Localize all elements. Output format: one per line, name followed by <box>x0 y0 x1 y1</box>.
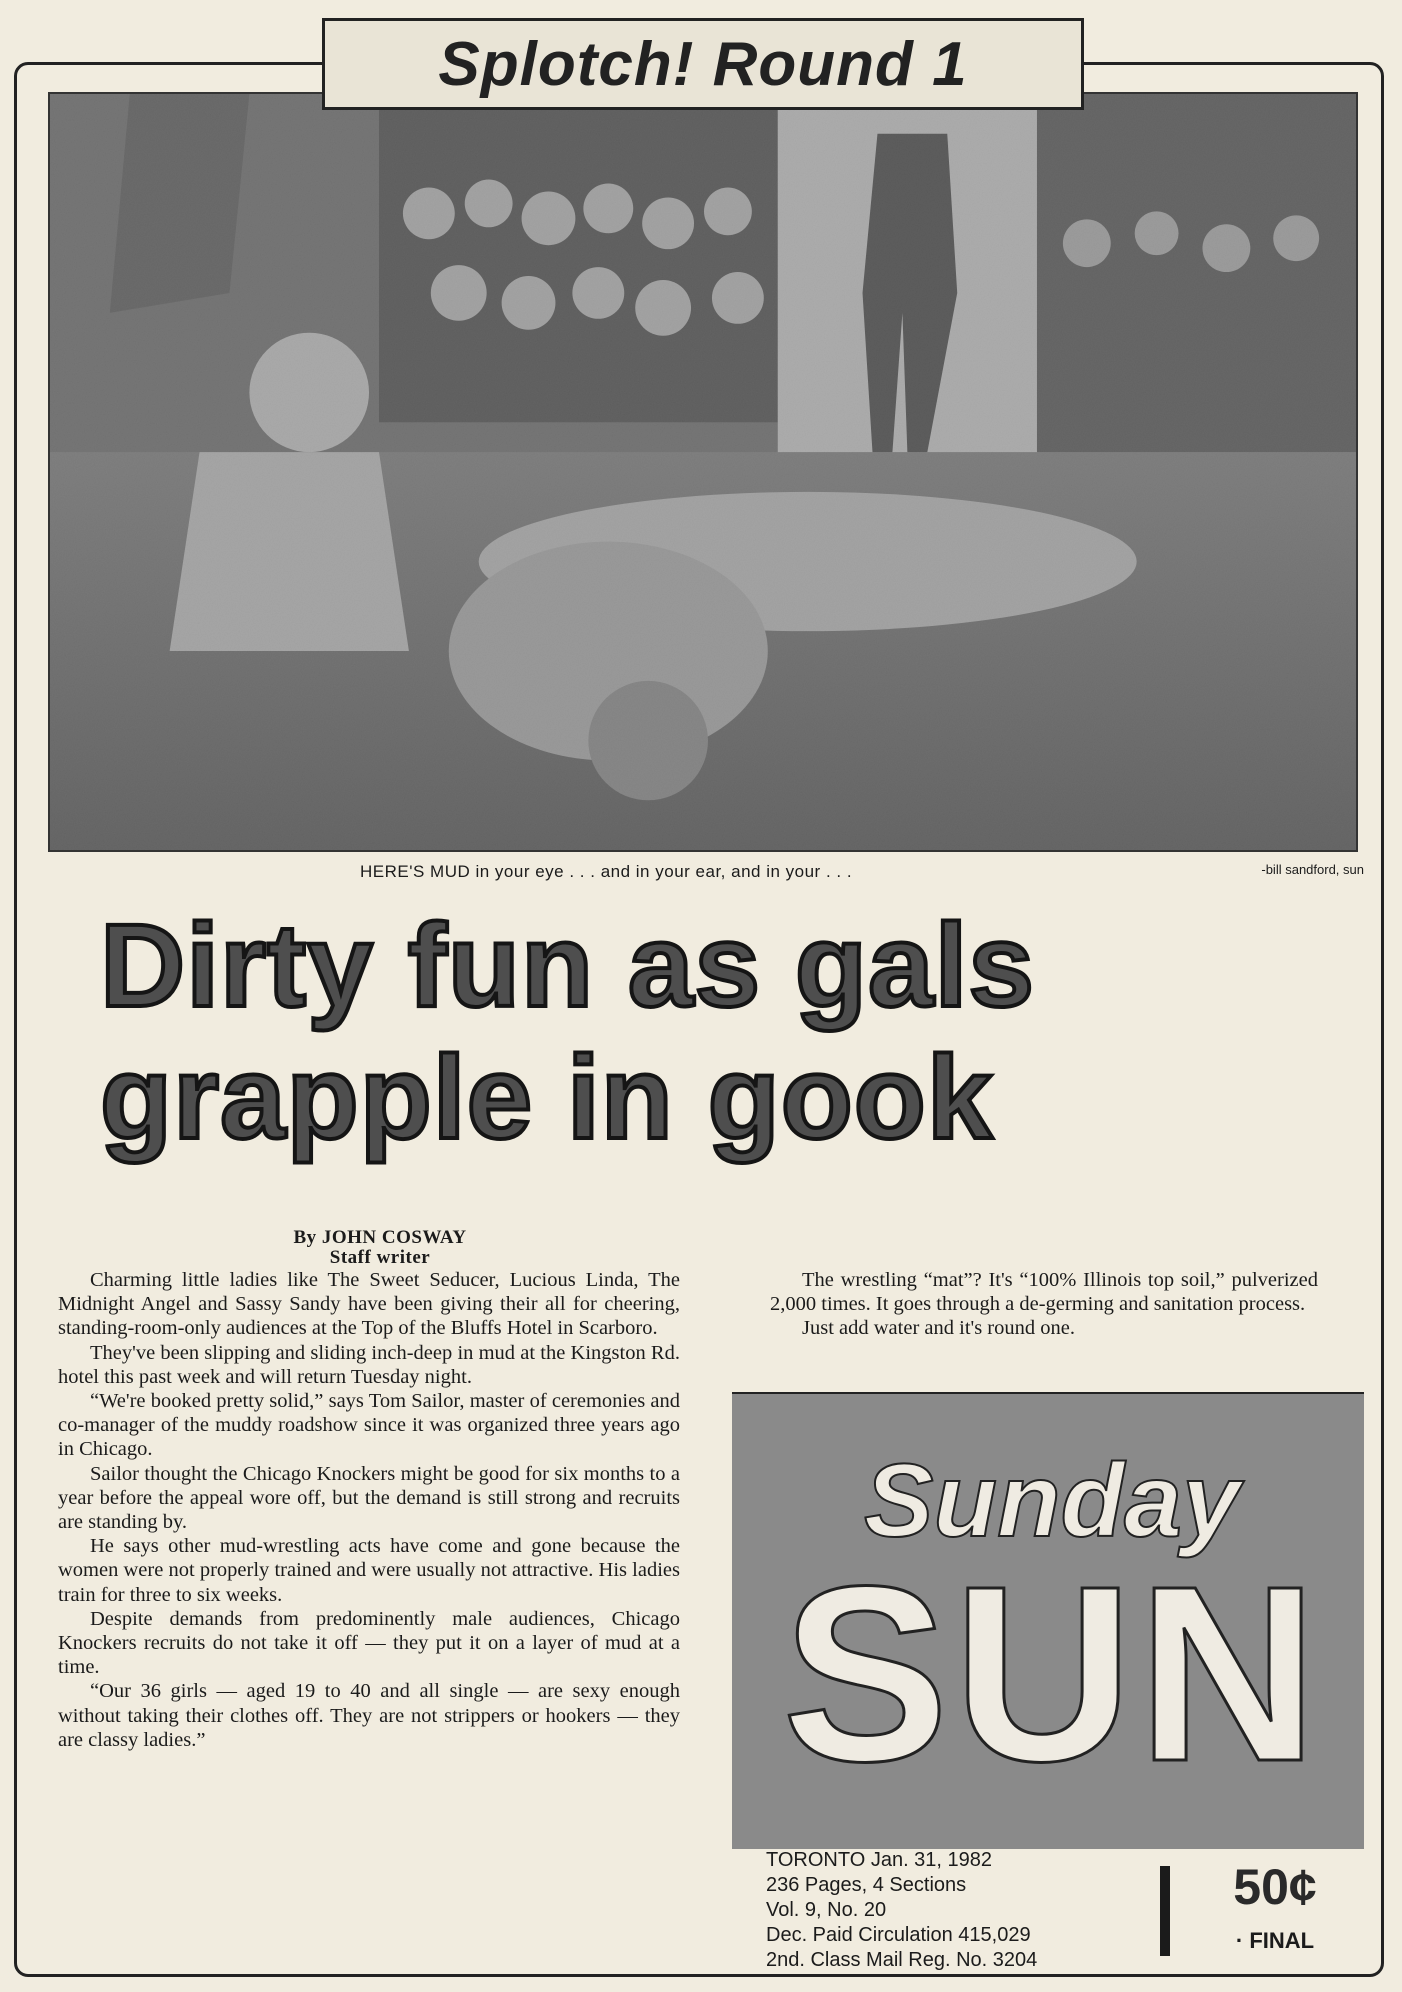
pub-dateline: TORONTO Jan. 31, 1982 <box>766 1849 993 1871</box>
byline-author: By JOHN COSWAY <box>293 1227 467 1248</box>
headline-line-1: Dirty fun as gals <box>100 900 1036 1032</box>
byline-title: Staff writer <box>329 1247 431 1268</box>
pub-volume: Vol. 9, No. 20 <box>766 1899 887 1921</box>
photo-caption: HERE'S MUD in your eye . . . and in your ear, and in your . . . <box>360 862 853 881</box>
article-paragraph: Just add water and it's round one. <box>802 1317 1075 1340</box>
byline <box>255 1228 505 1268</box>
article-paragraph: Charming little ladies like The Sweet Seducer, Lucious Linda, The Midnight Angel and Sassy Sandy have been giving their all for cheering, standing-room-only audiences at the Top of the Bluffs Hotel in Scarboro. <box>58 1269 680 1340</box>
headline-line-2: grapple in gook <box>100 1032 994 1164</box>
flag-sun: SUN <box>782 1534 1322 1813</box>
article-paragraph: “Our 36 girls — aged 19 to 40 and all single — are sexy enough without taking their clothes off. They are not strippers or hookers — they are classy ladies.” <box>58 1680 680 1751</box>
news-photo <box>48 92 1358 852</box>
mud-wrestling-photo-icon <box>50 94 1356 850</box>
article-paragraph: “We're booked pretty solid,” says Tom Sailor, master of ceremonies and co-manager of the muddy roadshow since it was organized three years ago in Chicago. <box>58 1390 680 1461</box>
article-paragraph: The wrestling “mat”? It's “100% Illinois top soil,” pulverized 2,000 times. It goes through a de-germing and sanitation process. <box>770 1269 1318 1316</box>
price-divider <box>1160 1866 1170 1956</box>
kicker-banner: Splotch! Round 1 <box>322 18 1084 110</box>
photo-credit: -bill sandford, sun <box>1261 862 1364 877</box>
article-paragraph: Despite demands from predominently male audiences, Chicago Knockers recruits do not take it off — they put it on a layer of mud at a time. <box>58 1607 680 1679</box>
headline <box>100 900 1340 1164</box>
pub-pages: 236 Pages, 4 Sections <box>766 1874 967 1896</box>
article-column-left <box>58 1268 680 1752</box>
flag-sunday: Sunday <box>864 1443 1240 1559</box>
price: 50¢ <box>1233 1859 1317 1915</box>
article-paragraph: Sailor thought the Chicago Knockers might be good for six months to a year before the appeal wore off, but the demand is still strong and recruits are standing by. <box>58 1462 680 1534</box>
edition-label: · FINAL <box>1235 1928 1315 1953</box>
pub-circulation: Dec. Paid Circulation 415,029 <box>766 1924 1031 1946</box>
pub-mail-reg: 2nd. Class Mail Reg. No. 3204 <box>766 1949 1038 1971</box>
article-column-right <box>770 1268 1318 1341</box>
article-paragraph: They've been slipping and sliding inch-deep in mud at the Kingston Rd. hotel this past week and will return Tuesday night. <box>58 1341 680 1388</box>
publication-info <box>766 1848 1146 1973</box>
article-paragraph: He says other mud-wrestling acts have come and gone because the women were not properly trained and were usually not attractive. His ladies train for three to six weeks. <box>58 1535 680 1606</box>
newspaper-flag <box>732 1392 1364 1849</box>
